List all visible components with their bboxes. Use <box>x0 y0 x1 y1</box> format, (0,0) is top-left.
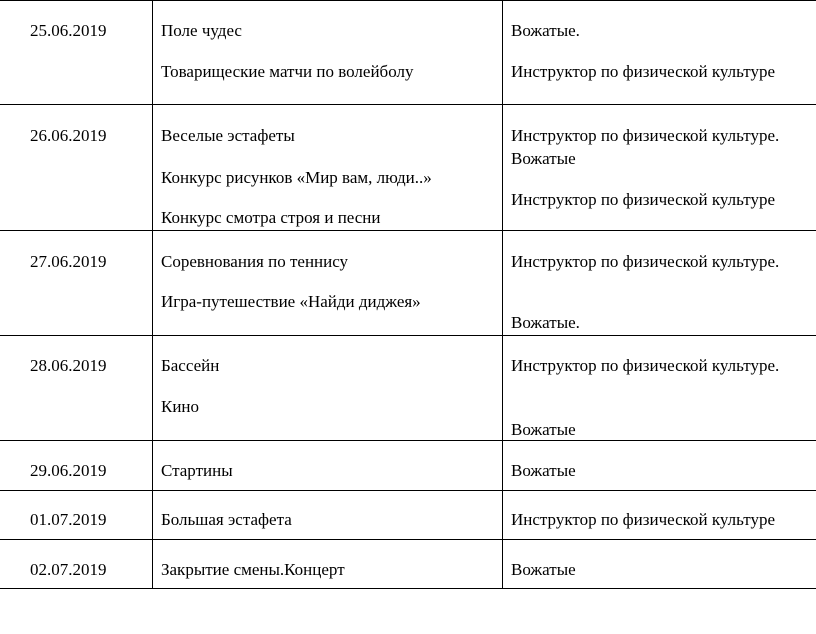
event-cell: Веселые эстафеты <box>161 126 295 145</box>
row-divider <box>0 539 816 540</box>
row-divider <box>0 104 816 105</box>
event-cell: Товарищеские матчи по волейболу <box>161 62 414 81</box>
row-divider <box>0 230 816 231</box>
event-cell: Бассейн <box>161 356 220 375</box>
date-cell: 25.06.2019 <box>30 21 107 40</box>
responsible-cell: Вожатые. <box>511 313 580 332</box>
responsible-cell: Инструктор по физической культуре <box>511 190 776 209</box>
date-cell: 26.06.2019 <box>30 126 107 145</box>
responsible-cell: Инструктор по физической культуре. <box>511 126 780 145</box>
column-divider <box>152 0 153 589</box>
row-divider <box>0 440 816 441</box>
event-cell: Поле чудес <box>161 21 242 40</box>
event-cell: Игра-путешествие «Найди диджея» <box>161 292 421 311</box>
date-cell: 29.06.2019 <box>30 461 107 480</box>
responsible-cell: Вожатые <box>511 461 576 480</box>
date-cell: 02.07.2019 <box>30 560 107 579</box>
responsible-cell: Вожатые <box>511 420 576 439</box>
date-cell: 28.06.2019 <box>30 356 107 375</box>
responsible-cell: Вожатые. <box>511 21 580 40</box>
responsible-cell: Вожатые <box>511 149 576 168</box>
row-divider <box>0 335 816 336</box>
responsible-cell: Вожатые <box>511 560 576 579</box>
responsible-cell: Инструктор по физической культуре. <box>511 252 780 271</box>
row-divider <box>0 0 816 1</box>
event-cell: Конкурс смотра строя и песни <box>161 208 381 227</box>
column-divider <box>502 0 503 589</box>
responsible-cell: Инструктор по физической культуре. <box>511 356 780 375</box>
event-cell: Закрытие смены.Концерт <box>161 560 345 579</box>
date-cell: 27.06.2019 <box>30 252 107 271</box>
event-cell: Соревнования по теннису <box>161 252 349 271</box>
responsible-cell: Инструктор по физической культуре <box>511 510 776 529</box>
date-cell: 01.07.2019 <box>30 510 107 529</box>
event-cell: Большая эстафета <box>161 510 292 529</box>
event-cell: Кино <box>161 397 200 416</box>
row-divider <box>0 588 816 589</box>
responsible-cell: Инструктор по физической культуре <box>511 62 776 81</box>
row-divider <box>0 490 816 491</box>
event-cell: Конкурс рисунков «Мир вам, люди..» <box>161 168 432 187</box>
event-cell: Стартины <box>161 461 233 480</box>
